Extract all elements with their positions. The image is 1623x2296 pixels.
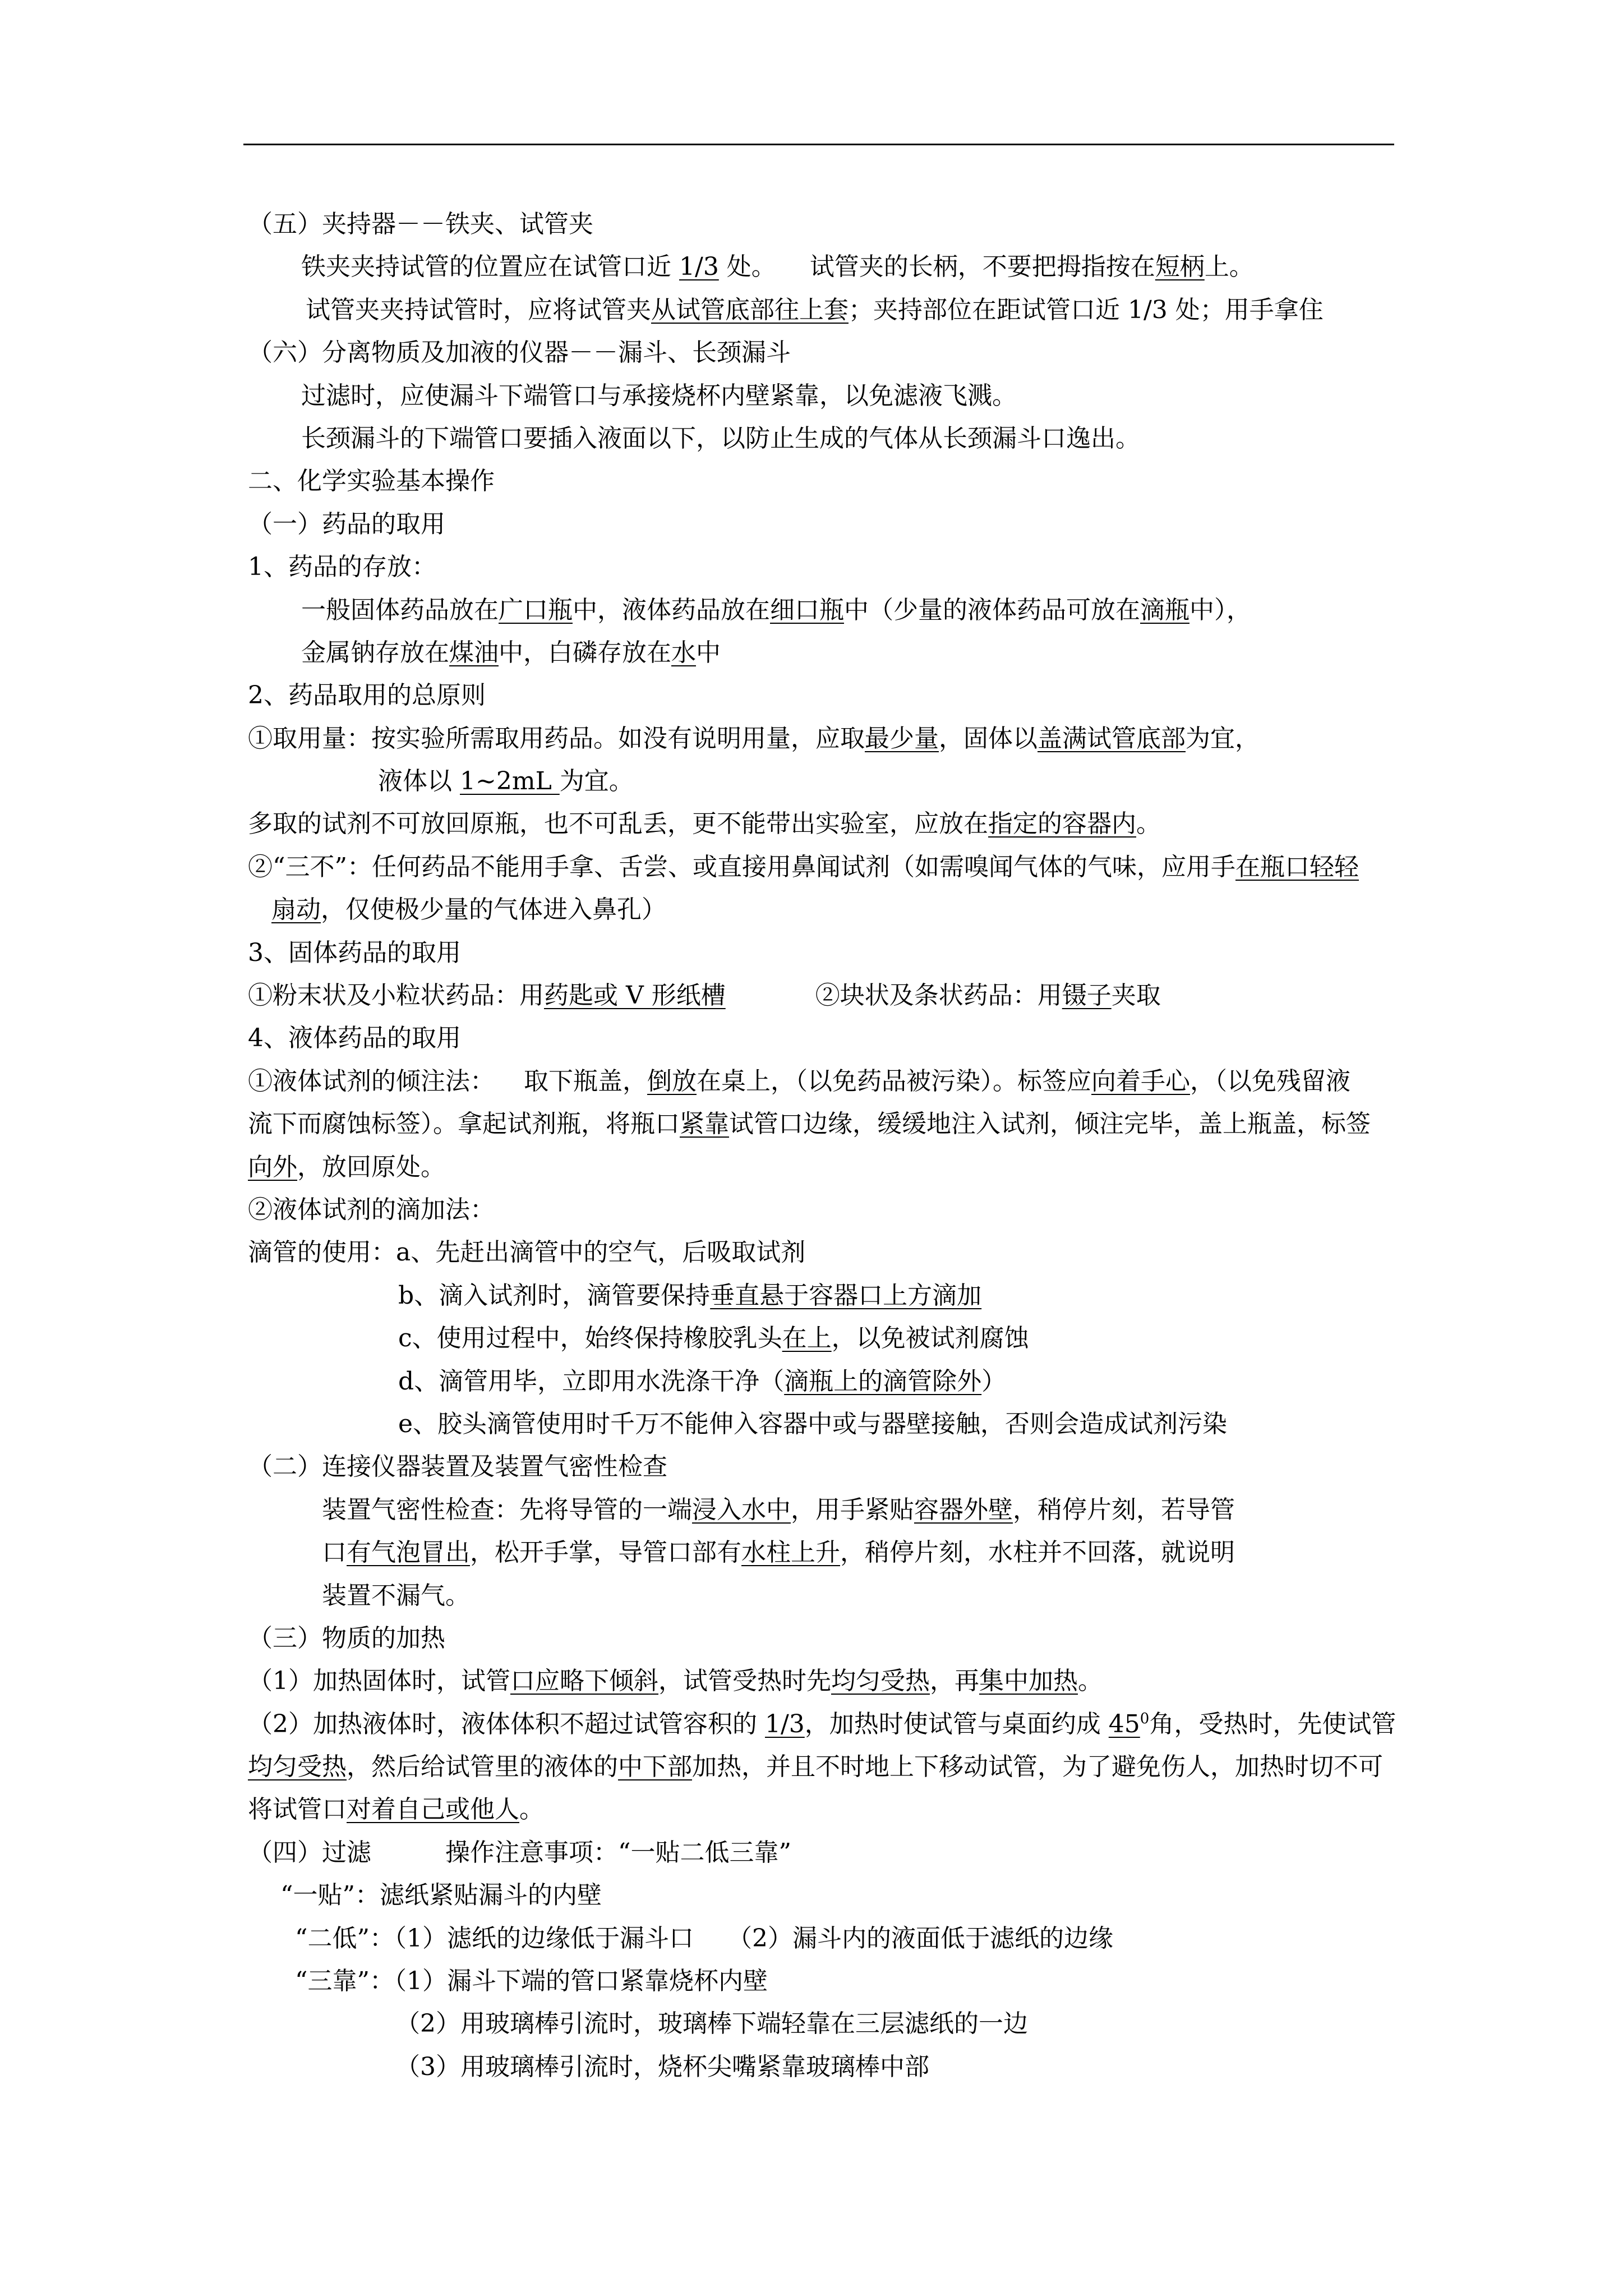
text-segment: 3、固体药品的取用: [248, 938, 461, 967]
underlined-term: 有气泡冒出: [347, 1538, 470, 1567]
body-line: [248, 1103, 1426, 1145]
text-segment: ，仅使极少量的气体进入鼻孔）: [321, 895, 666, 924]
text-segment: 操作注意事项：“一贴二低三靠”: [445, 1838, 791, 1867]
body-line: [248, 1060, 1426, 1103]
underlined-term: 煤油: [449, 638, 499, 667]
text-segment: ，加热时使试管与桌面约成: [804, 1709, 1109, 1738]
text-segment: 中，液体药品放在: [573, 595, 770, 624]
text-segment: 上。: [1204, 252, 1254, 282]
body-line: [248, 1746, 1426, 1788]
text-segment: 将试管口: [248, 1795, 347, 1824]
text-segment: 中: [696, 638, 721, 667]
underlined-term: 倒放: [647, 1066, 697, 1096]
text-segment: 试管夹的长柄，不要把拇指按在: [809, 252, 1155, 282]
text-segment: ，然后给试管里的液体的: [347, 1752, 618, 1782]
section-heading-taking-chemicals: [248, 503, 1426, 546]
header-rule: [243, 144, 1394, 145]
text-segment: 4、液体药品的取用: [248, 1024, 461, 1053]
text-segment: 。: [519, 1795, 544, 1824]
underlined-term: 1/3: [764, 1709, 805, 1738]
text-segment: 夹取: [1111, 981, 1161, 1010]
underlined-term: 45: [1108, 1709, 1140, 1738]
underlined-term: 水: [671, 638, 696, 667]
underlined-term: 细口瓶: [770, 595, 844, 624]
text-segment: （2）漏斗内的液面低于滤纸的边缘: [727, 1924, 1113, 1953]
text-segment: （四）过滤: [248, 1838, 371, 1867]
document-body: [248, 203, 1426, 2088]
underlined-term: 滴瓶上的滴管除外: [784, 1366, 982, 1396]
underlined-term: 浸入水中: [692, 1495, 791, 1524]
section-heading-separation-instruments: [248, 332, 1426, 374]
underlined-term: 对着自己或他人: [347, 1795, 519, 1824]
text-segment: 2、药品取用的总原则: [248, 681, 486, 710]
list-item-line: [248, 1874, 1426, 1917]
underlined-term: 指定的容器内: [988, 809, 1136, 839]
text-segment: 处。: [718, 252, 776, 282]
section-heading-heating: [248, 1617, 1426, 1660]
underlined-term: 中下部: [618, 1752, 692, 1782]
text-segment: （三）物质的加热: [248, 1623, 445, 1653]
text-segment: ，放回原处。: [297, 1152, 445, 1181]
body-line: [248, 289, 1426, 332]
text-segment: ①粉末状及小粒状药品：用: [248, 981, 544, 1010]
subheading-dropping-method: [248, 1189, 1426, 1231]
subheading-general-principles: [248, 674, 1426, 717]
text-segment: 。: [1136, 809, 1161, 839]
text-segment: ，稍停片刻，水柱并不回落，就说明: [840, 1538, 1235, 1567]
body-line: [248, 1703, 1426, 1746]
text-segment: ，以免被试剂腐蚀: [831, 1324, 1029, 1353]
section-heading-clamps: [248, 203, 1426, 246]
text-segment: 为宜。: [559, 767, 634, 796]
body-line: [248, 589, 1426, 632]
text-segment: 取下瓶盖，: [524, 1066, 647, 1096]
underlined-term: 均匀受热: [831, 1667, 930, 1696]
text-segment: 液体以: [378, 767, 460, 796]
text-segment: ①液体试剂的倾注法：: [248, 1066, 495, 1096]
underlined-term: 扇动: [271, 895, 321, 924]
underlined-term: 广口瓶: [499, 595, 573, 624]
body-line: [248, 1146, 1426, 1189]
body-line: [248, 1575, 1426, 1617]
body-line: [248, 1489, 1426, 1531]
underlined-term: 集中加热: [979, 1667, 1078, 1696]
text-segment: （一）药品的取用: [248, 509, 445, 539]
underlined-term: 滴瓶: [1140, 595, 1189, 624]
body-line: [248, 375, 1426, 417]
text-segment: 铁夹夹持试管的位置应在试管口近: [301, 252, 679, 282]
text-segment: 加热，并且不时地上下移动试管，为了避免伤人，加热时切不可: [692, 1752, 1383, 1782]
underlined-term: 均匀受热: [248, 1752, 347, 1782]
text-segment: ，松开手掌，导管口部有: [470, 1538, 741, 1567]
underlined-term: 1~2mL: [460, 767, 560, 796]
text-segment: 1、药品的存放：: [248, 553, 436, 582]
list-item-line: [248, 1403, 1426, 1446]
underlined-term: 从试管底部往上套: [651, 295, 849, 324]
text-segment: （2）用玻璃棒引流时，玻璃棒下端轻靠在三层滤纸的一边: [395, 2009, 1028, 2039]
text-segment: “三靠”：（1）漏斗下端的管口紧靠烧杯内壁: [295, 1967, 768, 1996]
text-segment: ）: [981, 1366, 1007, 1396]
list-item-line: [248, 1317, 1426, 1360]
text-segment: （1）加热固体时，试管: [248, 1667, 510, 1696]
text-segment: b、滴入试剂时，滴管要保持: [398, 1281, 711, 1310]
text-segment: 中，白磷存放在: [499, 638, 671, 667]
text-segment: ②“三不”：任何药品不能用手拿、舌尝、或直接用鼻闻试剂（如需嗅闻气体的气味，应用手: [248, 852, 1235, 881]
text-segment: 金属钠存放在: [301, 638, 449, 667]
underlined-term: 短柄: [1155, 252, 1205, 282]
text-segment: 试管口边缘，缓缓地注入试剂，倾注完毕，盖上瓶盖，标签: [729, 1110, 1371, 1139]
body-line: [248, 889, 1426, 931]
text-segment: ，固体以: [939, 724, 1038, 753]
text-segment: 角，受热时，先使试管: [1149, 1709, 1396, 1738]
text-segment: ①取用量：按实验所需取用药品。如没有说明用量，应取: [248, 724, 865, 753]
body-line: [248, 760, 1426, 803]
subheading-solid-chemicals: [248, 932, 1426, 974]
text-segment: 在桌上，（以免药品被污染）。标签应: [697, 1066, 1091, 1096]
underlined-term: 在上: [782, 1324, 832, 1353]
body-line: [248, 1660, 1426, 1703]
list-item-line: [248, 2046, 1426, 2088]
text-segment: 为宜，: [1186, 724, 1260, 753]
text-segment: 。: [1078, 1667, 1103, 1696]
body-line: [248, 1531, 1426, 1574]
text-segment: 多取的试剂不可放回原瓶，也不可乱丢，更不能带出实验室，应放在: [248, 809, 988, 839]
text-segment: 口: [322, 1538, 347, 1567]
text-segment: 装置气密性检查：先将导管的一端: [322, 1495, 692, 1524]
text-segment: 一般固体药品放在: [301, 595, 499, 624]
underlined-term: 向着手心: [1091, 1066, 1190, 1096]
underlined-term: 口应略下倾斜: [510, 1667, 658, 1696]
body-line: [248, 717, 1426, 760]
section-heading-apparatus-airtightness: [248, 1446, 1426, 1488]
text-segment: 滴管的使用：a、先赶出滴管中的空气，后吸取试剂: [248, 1238, 806, 1267]
text-segment: （二）连接仪器装置及装置气密性检查: [248, 1452, 667, 1481]
text-segment: ②块状及条状药品：用: [815, 981, 1062, 1010]
body-line: [248, 632, 1426, 674]
text-segment: ，（以免残留液: [1190, 1066, 1350, 1096]
text-segment: 中（少量的液体药品可放在: [844, 595, 1140, 624]
text-segment: “一贴”：滤纸紧贴漏斗的内壁: [280, 1881, 602, 1910]
text-segment: ②液体试剂的滴加法：: [248, 1195, 495, 1224]
body-line: [248, 417, 1426, 460]
underlined-term: 向外: [248, 1152, 297, 1181]
list-item-line: [248, 1360, 1426, 1403]
subheading-liquid-chemicals: [248, 1017, 1426, 1060]
text-segment: ；夹持部位在距试管口近 1/3 处；用手拿住: [849, 295, 1324, 324]
body-line: [248, 246, 1426, 288]
text-segment: （六）分离物质及加液的仪器－－漏斗、长颈漏斗: [248, 338, 791, 367]
body-line: [248, 1788, 1426, 1831]
list-item-line: [248, 1960, 1426, 2003]
text-segment: 流下而腐蚀标签）。拿起试剂瓶，将瓶口: [248, 1110, 680, 1139]
list-item-line: [248, 2003, 1426, 2045]
text-segment: d、滴管用毕，立即用水洗涤干净（: [398, 1366, 785, 1396]
subheading-storage: [248, 546, 1426, 588]
text-segment: 装置不漏气。: [322, 1581, 470, 1610]
text-segment: （2）加热液体时，液体体积不超过试管容积的: [248, 1709, 765, 1738]
underlined-term: 容器外壁: [914, 1495, 1013, 1524]
body-line: [248, 974, 1426, 1017]
text-segment: 长颈漏斗的下端管口要插入液面以下，以防止生成的气体从长颈漏斗口逸出。: [301, 424, 1140, 453]
list-item-line: [248, 1231, 1426, 1274]
text-segment: “二低”：（1）滤纸的边缘低于漏斗口: [295, 1924, 694, 1953]
text-segment: e、胶头滴管使用时千万不能伸入容器中或与器壁接触，否则会造成试剂污染: [398, 1409, 1228, 1438]
chapter-heading-basic-operations: [248, 460, 1426, 503]
underlined-term: 镊子: [1062, 981, 1112, 1010]
underlined-term: 垂直悬于容器口上方滴加: [710, 1281, 982, 1310]
text-segment: 试管夹夹持试管时，应将试管夹: [306, 295, 651, 324]
list-item-line: [248, 1917, 1426, 1960]
text-segment: （五）夹持器－－铁夹、试管夹: [248, 210, 593, 238]
underlined-term: 水柱上升: [741, 1538, 840, 1567]
list-item-line: [248, 1274, 1426, 1317]
text-segment: ，试管受热时先: [658, 1667, 831, 1696]
text-segment: ，用手紧贴: [791, 1495, 914, 1524]
underlined-term: 紧靠: [680, 1110, 729, 1139]
body-line: [248, 846, 1426, 889]
text-segment: （3）用玻璃棒引流时，烧杯尖嘴紧靠玻璃棒中部: [395, 2052, 929, 2081]
body-line: [248, 803, 1426, 845]
text-segment: 二、化学实验基本操作: [248, 467, 495, 496]
underlined-term: 1/3: [679, 252, 719, 282]
underlined-term: 盖满试管底部: [1038, 724, 1186, 753]
section-heading-filtration: [248, 1832, 1426, 1874]
text-segment: 中），: [1189, 595, 1251, 624]
text-segment: ，稍停片刻，若导管: [1013, 1495, 1235, 1524]
underlined-term: 在瓶口轻轻: [1235, 852, 1359, 881]
text-segment: 过滤时，应使漏斗下端管口与承接烧杯内壁紧靠，以免滤液飞溅。: [301, 381, 1017, 410]
text-segment: ，再: [930, 1667, 979, 1696]
underlined-term: 药匙或 V 形纸槽: [544, 981, 726, 1010]
superscript: 0: [1140, 1710, 1150, 1727]
underlined-term: 最少量: [865, 724, 939, 753]
text-segment: c、使用过程中，始终保持橡胶乳头: [398, 1324, 782, 1353]
